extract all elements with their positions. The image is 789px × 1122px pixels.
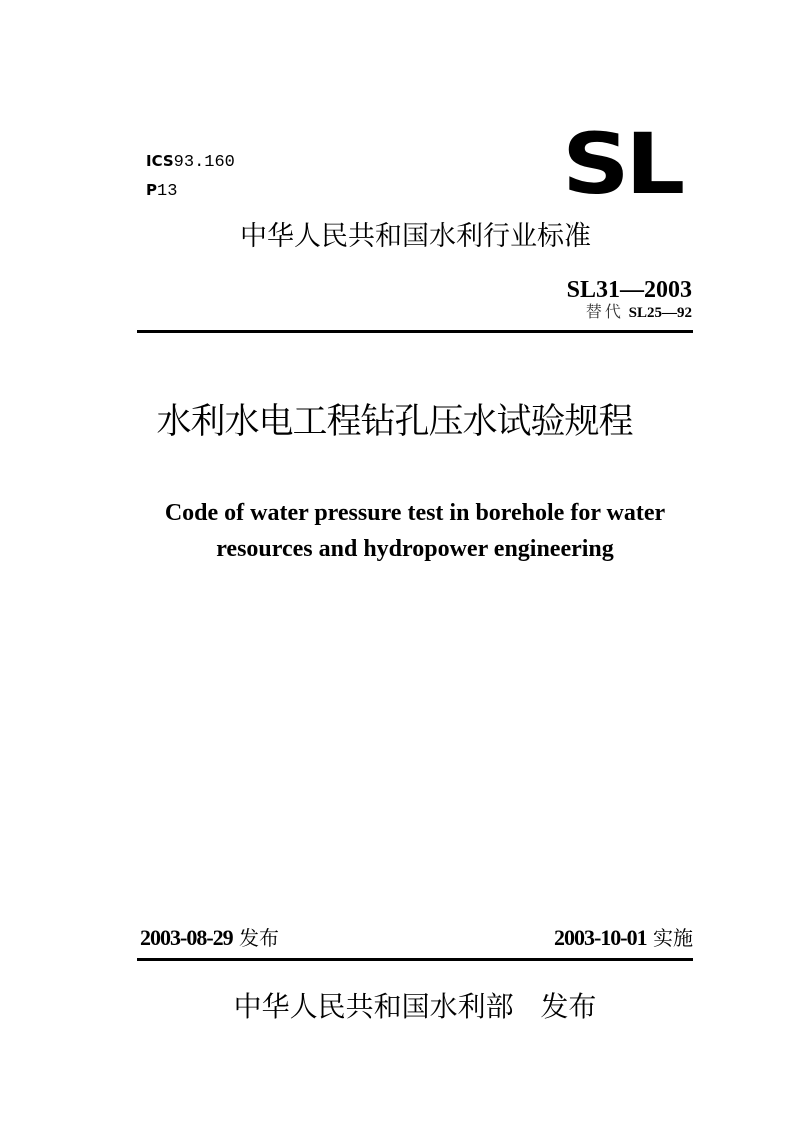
publisher [0, 987, 789, 1027]
publisher-name: 中华人民共和国水利部 [233, 990, 514, 1023]
sl-logo: SL [562, 115, 681, 213]
ccs-prefix: P [146, 181, 157, 199]
ccs-classification [146, 180, 177, 202]
ics-code: 93.160 [173, 153, 235, 172]
implementation-date-value: 2003-10-01 [553, 925, 647, 950]
bottom-divider [137, 958, 693, 961]
implementation-date-label: 实施 [653, 926, 693, 950]
replaces-code: SL25—92 [628, 305, 692, 321]
industry-standard-heading: 中华人民共和国水利行业标准 [240, 221, 591, 252]
english-title-line-2: resources and hydropower engineering [216, 536, 614, 562]
issue-date-label: 发布 [239, 926, 280, 950]
standard-number: SL31—2003 [566, 277, 692, 303]
publisher-action: 发布 [540, 990, 597, 1023]
document-title-english [0, 495, 789, 567]
replaces-note [586, 302, 692, 323]
english-title-line-1: Code of water pressure test in borehole for water [164, 500, 666, 526]
replaces-label: 替代 [585, 302, 624, 321]
implementation-date [554, 923, 693, 953]
top-divider [137, 330, 693, 333]
ccs-code: 13 [157, 182, 178, 201]
issue-date [140, 923, 279, 953]
ics-prefix: ICS [146, 152, 174, 170]
document-title-chinese: 水利水电工程钻孔压水试验规程 [156, 402, 633, 442]
issue-date-value: 2003-08-29 [140, 925, 233, 950]
ics-classification [146, 151, 235, 173]
